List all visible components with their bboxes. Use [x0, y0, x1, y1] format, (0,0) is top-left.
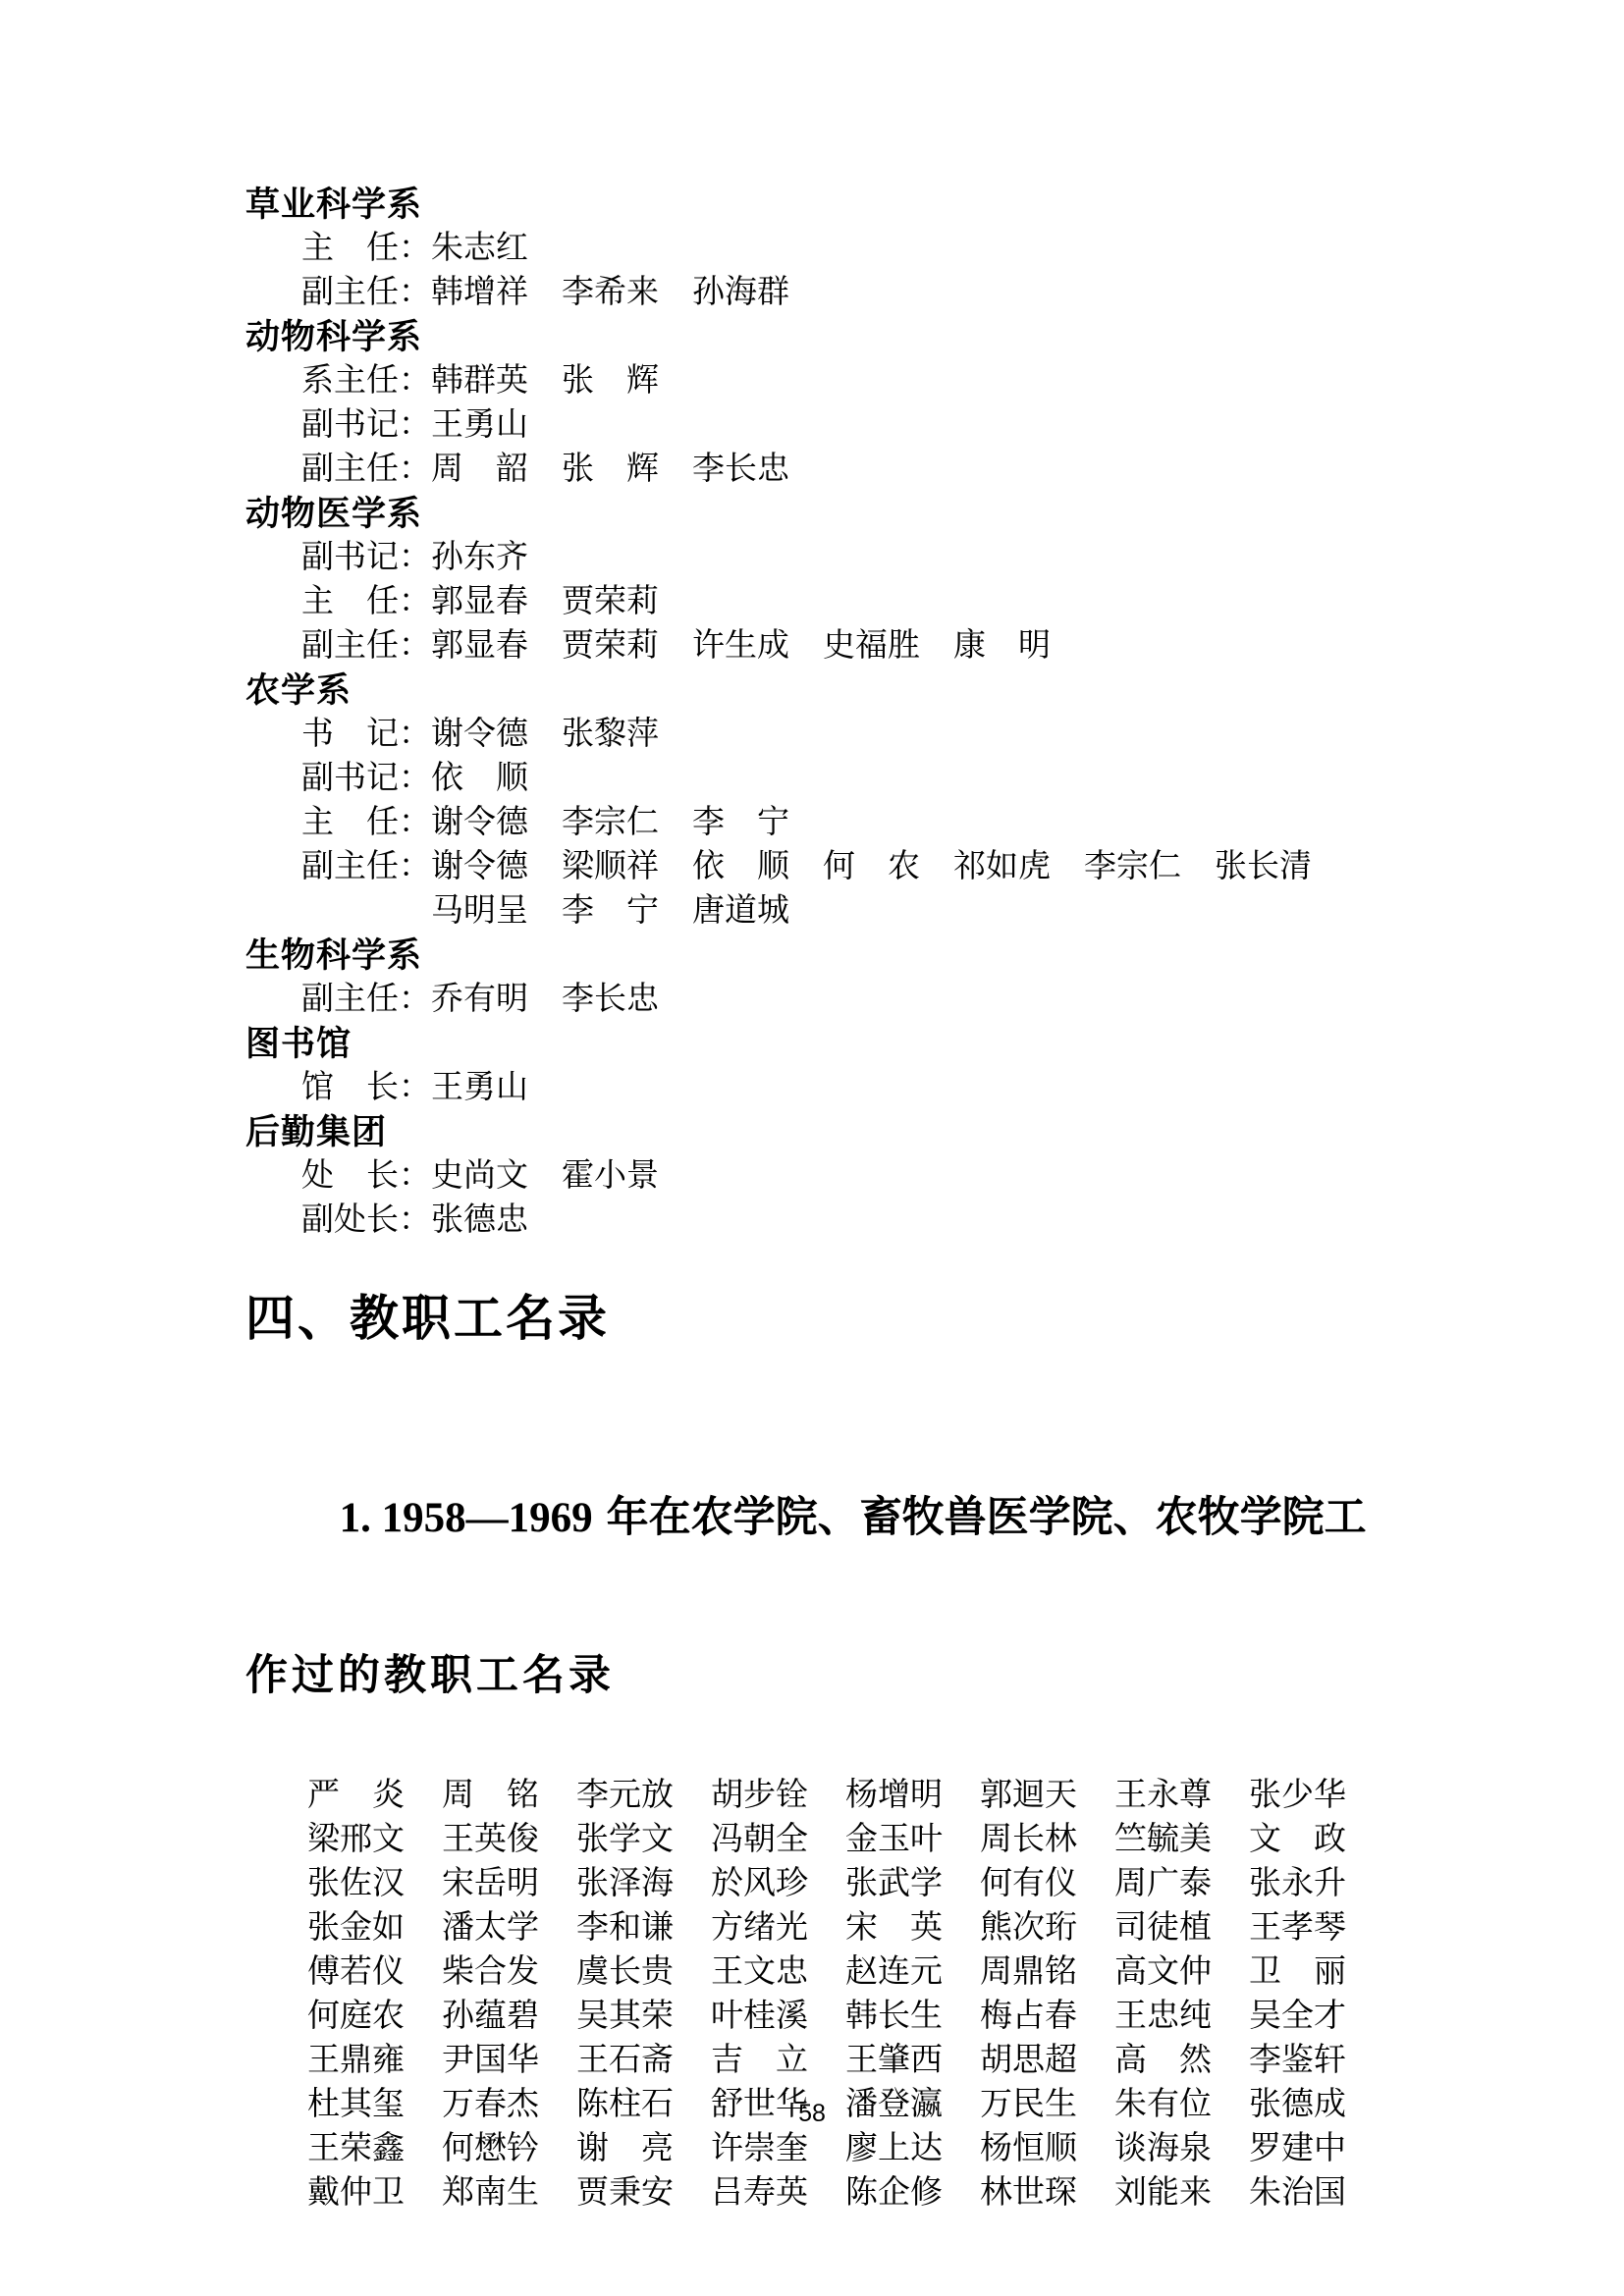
directory-line — [245, 801, 1473, 845]
subsection-heading-line1 — [245, 1435, 1473, 1601]
names-group — [431, 359, 659, 403]
department-heading: 动物科学系 — [245, 318, 423, 356]
names-group — [431, 889, 789, 934]
roster-name: 周广泰 — [1114, 1866, 1212, 1901]
roster-name: 潘太学 — [442, 1910, 539, 1946]
roster-name: 刘能来 — [1114, 2175, 1212, 2211]
department-heading: 图书馆 — [245, 1025, 352, 1063]
roster-name: 何有仪 — [980, 1866, 1077, 1901]
directory-line — [245, 978, 1473, 1022]
role-label: 副主任： — [301, 982, 431, 1017]
directory-line — [245, 271, 1473, 315]
person-name: 周 韶 — [431, 452, 528, 487]
roster-name: 郑南生 — [442, 2175, 539, 2211]
roster-name: 谢 亮 — [576, 2131, 674, 2166]
roster-name: 万民生 — [980, 2087, 1077, 2122]
person-name: 李长忠 — [692, 452, 789, 487]
roster-name: 高 然 — [1114, 2043, 1212, 2078]
person-name: 王勇山 — [431, 1070, 528, 1105]
roster-name: 胡思超 — [980, 2043, 1077, 2078]
person-name: 李宗仁 — [1084, 849, 1181, 884]
person-name: 韩增祥 — [431, 275, 528, 310]
subsection-heading — [245, 1435, 1473, 1703]
names-group — [431, 227, 528, 271]
roster-name: 戴仲卫 — [307, 2175, 405, 2211]
roster-name: 孙蕴碧 — [442, 1999, 539, 2034]
role-label: 副书记： — [301, 761, 431, 796]
department-heading: 动物医学系 — [245, 495, 423, 533]
person-name: 李 宁 — [562, 893, 659, 929]
roster-row — [307, 1906, 1473, 1950]
names-group — [431, 757, 528, 801]
roster-name: 梁邢文 — [307, 1822, 405, 1857]
roster-name: 高文仲 — [1114, 1954, 1212, 1990]
role-label: 书 记： — [301, 717, 431, 752]
directory-line — [245, 227, 1473, 271]
roster-name: 於风珍 — [711, 1866, 808, 1901]
person-name: 张长清 — [1215, 849, 1312, 884]
roster-name: 柴合发 — [442, 1954, 539, 1990]
directory-line — [245, 1154, 1473, 1199]
role-label: 副主任： — [301, 628, 431, 664]
role-label: 主 任： — [301, 805, 431, 840]
roster-name: 杜其玺 — [307, 2087, 405, 2122]
roster-name: 叶桂溪 — [711, 1999, 808, 2034]
roster-name: 司徒植 — [1114, 1910, 1212, 1946]
person-name: 梁顺祥 — [562, 849, 659, 884]
person-name: 李 宁 — [692, 805, 789, 840]
roster-name: 朱治国 — [1249, 2175, 1346, 2211]
role-label: 主 任： — [301, 584, 431, 619]
roster-name: 张永升 — [1249, 1866, 1346, 1901]
directory-section — [245, 315, 1473, 492]
person-name: 贾荣莉 — [562, 628, 659, 664]
person-name: 王勇山 — [431, 407, 528, 443]
roster-name: 虞长贵 — [576, 1954, 674, 1990]
directory-section — [245, 1110, 1473, 1243]
roster-name: 李元放 — [576, 1778, 674, 1813]
role-label: 馆 长： — [301, 1070, 431, 1105]
person-name: 张 辉 — [562, 452, 659, 487]
roster-name: 何庭农 — [307, 1999, 405, 2034]
names-group — [431, 1154, 659, 1199]
roster-name: 何懋钤 — [442, 2131, 539, 2166]
person-name: 张黎萍 — [562, 717, 659, 752]
names-group — [431, 845, 1312, 889]
names-group — [431, 403, 528, 448]
roster-name: 张佐汉 — [307, 1866, 405, 1901]
roster-row — [307, 2171, 1473, 2216]
roster-name: 吴其荣 — [576, 1999, 674, 2034]
directory-line — [245, 403, 1473, 448]
names-group — [431, 448, 789, 492]
roster-name: 梅占春 — [980, 1999, 1077, 2034]
roster-name: 王忠纯 — [1114, 1999, 1212, 2034]
roster-name: 张少华 — [1249, 1778, 1346, 1813]
department-heading: 草业科学系 — [245, 186, 423, 224]
roster-name: 李鉴轩 — [1249, 2043, 1346, 2078]
names-group — [431, 1199, 528, 1243]
role-label: 主 任： — [301, 231, 431, 266]
roster-name: 王肇西 — [845, 2043, 943, 2078]
roster-name: 吴全才 — [1249, 1999, 1346, 2034]
roster-row — [307, 1818, 1473, 1862]
roster-row — [307, 1862, 1473, 1906]
person-name: 孙海群 — [692, 275, 789, 310]
person-name: 马明呈 — [431, 893, 528, 929]
person-name: 依 顺 — [431, 761, 528, 796]
person-name: 许生成 — [692, 628, 789, 664]
department-heading: 农学系 — [245, 671, 352, 710]
person-name: 李希来 — [562, 275, 659, 310]
directory-line — [245, 624, 1473, 668]
roster-name: 李和谦 — [576, 1910, 674, 1946]
page-content — [245, 183, 1473, 2216]
names-group — [431, 713, 659, 757]
roster-row — [307, 1995, 1473, 2039]
roster-name: 周 铭 — [442, 1778, 539, 1813]
directory-line — [245, 1066, 1473, 1110]
roster-name: 潘登瀛 — [845, 2087, 943, 2122]
person-name: 唐道城 — [692, 893, 789, 929]
person-name: 乔有明 — [431, 982, 528, 1017]
role-label: 副主任： — [301, 849, 431, 884]
subsection-title-part1: 年在农学院、畜牧兽医学院、农牧学院工 — [606, 1494, 1367, 1541]
directory-line — [245, 1199, 1473, 1243]
roster-name: 文 政 — [1249, 1822, 1346, 1857]
person-name: 何 农 — [823, 849, 920, 884]
roster-name: 胡步铨 — [711, 1778, 808, 1813]
person-name: 郭显春 — [431, 584, 528, 619]
role-label: 副书记： — [301, 540, 431, 575]
person-name: 霍小景 — [562, 1158, 659, 1194]
directory-line — [245, 580, 1473, 624]
person-name: 史尚文 — [431, 1158, 528, 1194]
roster-name: 张金如 — [307, 1910, 405, 1946]
person-name: 贾荣莉 — [562, 584, 659, 619]
person-name: 依 顺 — [692, 849, 789, 884]
names-group — [431, 978, 659, 1022]
roster-row — [307, 2039, 1473, 2083]
department-heading: 后勤集团 — [245, 1113, 388, 1151]
person-name: 谢令德 — [431, 849, 528, 884]
roster-name: 张德成 — [1249, 2087, 1346, 2122]
roster-name: 周长林 — [980, 1822, 1077, 1857]
directory-section — [245, 668, 1473, 934]
roster-name: 林世琛 — [980, 2175, 1077, 2211]
roster-name: 严 炎 — [307, 1778, 405, 1813]
person-name: 祁如虎 — [953, 849, 1051, 884]
names-group — [431, 271, 789, 315]
roster-name: 金玉叶 — [845, 1822, 943, 1857]
names-group — [431, 624, 1051, 668]
roster-name: 王永尊 — [1114, 1778, 1212, 1813]
directory-line — [245, 713, 1473, 757]
directory-section — [245, 934, 1473, 1022]
roster-name: 张泽海 — [576, 1866, 674, 1901]
roster-name: 竺毓美 — [1114, 1822, 1212, 1857]
role-label: 副主任： — [301, 275, 431, 310]
roster-name: 冯朝全 — [711, 1822, 808, 1857]
person-name: 韩群英 — [431, 363, 528, 399]
names-group — [431, 536, 528, 580]
person-name: 张德忠 — [431, 1202, 528, 1238]
roster-name: 罗建中 — [1249, 2131, 1346, 2166]
roster-name: 赵连元 — [845, 1954, 943, 1990]
section-heading: 四、教职工名录 — [245, 1291, 610, 1346]
names-group — [431, 801, 789, 845]
person-name: 史福胜 — [823, 628, 920, 664]
roster-name: 傅若仪 — [307, 1954, 405, 1990]
role-label: 处 长： — [301, 1158, 431, 1194]
person-name: 朱志红 — [431, 231, 528, 266]
subsection-number: 1. 1958—1969 — [339, 1495, 593, 1541]
roster-row — [307, 1774, 1473, 1818]
roster-name: 卫 丽 — [1249, 1954, 1346, 1990]
roster-name: 廖上达 — [845, 2131, 943, 2166]
directory-section — [245, 1022, 1473, 1110]
roster-row — [307, 2127, 1473, 2171]
roster-name: 陈企修 — [845, 2175, 943, 2211]
directory-section — [245, 492, 1473, 668]
roster-name: 陈柱石 — [576, 2087, 674, 2122]
person-name: 李宗仁 — [562, 805, 659, 840]
roster-name: 万春杰 — [442, 2087, 539, 2122]
role-label: 副处长： — [301, 1202, 431, 1238]
person-name: 张 辉 — [562, 363, 659, 399]
roster-name: 尹国华 — [442, 2043, 539, 2078]
roster-name: 王鼎雍 — [307, 2043, 405, 2078]
subsection-heading-line2: 作过的教职工名录 — [245, 1652, 615, 1699]
roster-name: 杨增明 — [845, 1778, 943, 1813]
roster-name: 宋岳明 — [442, 1866, 539, 1901]
roster-name: 王英俊 — [442, 1822, 539, 1857]
roster-name: 朱有位 — [1114, 2087, 1212, 2122]
roster-name: 王文忠 — [711, 1954, 808, 1990]
directory-line — [245, 757, 1473, 801]
person-name: 孙东齐 — [431, 540, 528, 575]
roster-name: 谈海泉 — [1114, 2131, 1212, 2166]
roster-name: 王荣鑫 — [307, 2131, 405, 2166]
directory-line — [245, 845, 1473, 889]
person-name: 康 明 — [953, 628, 1051, 664]
names-group — [431, 1066, 528, 1110]
roster-name: 吉 立 — [711, 2043, 808, 2078]
directory-line — [245, 448, 1473, 492]
role-label: 系主任： — [301, 363, 431, 399]
roster-name: 张学文 — [576, 1822, 674, 1857]
department-heading: 生物科学系 — [245, 936, 423, 975]
page-number: 58 — [798, 2100, 826, 2127]
roster-name: 舒世华 — [711, 2087, 808, 2122]
person-name: 谢令德 — [431, 805, 528, 840]
roster-name: 韩长生 — [845, 1999, 943, 2034]
roster-name: 方绪光 — [711, 1910, 808, 1946]
role-label: 副书记： — [301, 407, 431, 443]
roster-name: 王石斋 — [576, 2043, 674, 2078]
roster-name: 王孝琴 — [1249, 1910, 1346, 1946]
person-name: 郭显春 — [431, 628, 528, 664]
person-name: 李长忠 — [562, 982, 659, 1017]
roster-name: 吕寿英 — [711, 2175, 808, 2211]
person-name: 谢令德 — [431, 717, 528, 752]
names-group — [431, 580, 659, 624]
directory-line — [245, 536, 1473, 580]
roster-name: 熊次珩 — [980, 1910, 1077, 1946]
roster-name: 张武学 — [845, 1866, 943, 1901]
roster-name: 宋 英 — [845, 1910, 943, 1946]
directory-line — [245, 359, 1473, 403]
roster-name: 郭迴天 — [980, 1778, 1077, 1813]
roster-name: 许崇奎 — [711, 2131, 808, 2166]
directory-section — [245, 183, 1473, 315]
roster-table — [307, 1774, 1473, 2216]
role-label: 副主任： — [301, 452, 431, 487]
roster-name: 杨恒顺 — [980, 2131, 1077, 2166]
roster-name: 贾秉安 — [576, 2175, 674, 2211]
roster-row — [307, 1950, 1473, 1995]
directory-line-continuation — [245, 889, 1473, 934]
roster-name: 周鼎铭 — [980, 1954, 1077, 1990]
